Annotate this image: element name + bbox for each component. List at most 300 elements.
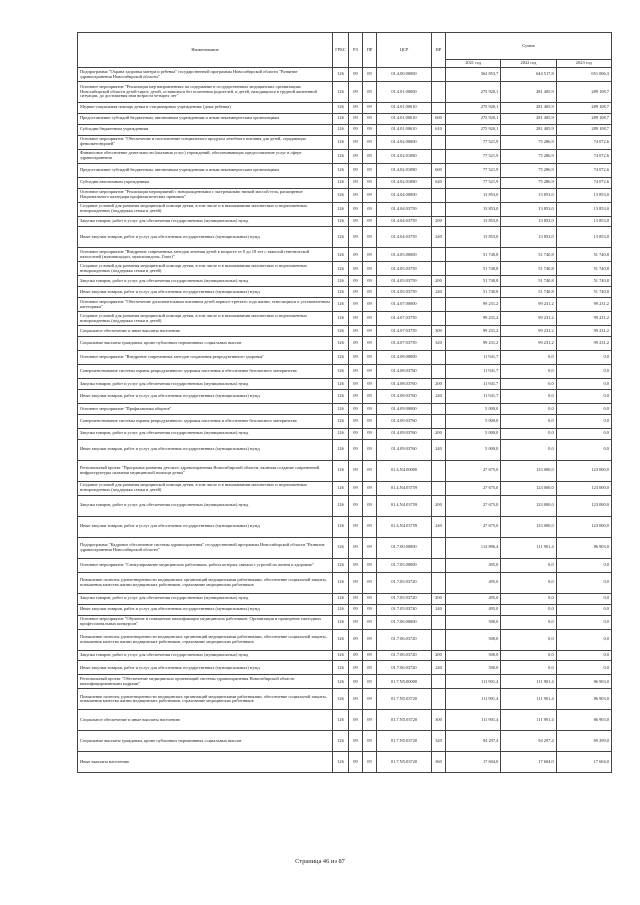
cell-grbs: 126 <box>333 351 349 365</box>
cell-csr: 01.4.N4.00000 <box>377 460 432 481</box>
cell-vr <box>432 460 446 481</box>
cell-sum-2022: 281 405,9 <box>501 124 556 135</box>
table-row <box>78 558 612 572</box>
cell-rz: 09 <box>349 298 363 312</box>
cell-pr: 09 <box>363 558 377 572</box>
cell-sum-2021: 500,0 <box>446 629 501 650</box>
cell-csr: 01.7.05.03720 <box>377 604 432 615</box>
cell-pr: 09 <box>363 460 377 481</box>
cell-sum-2022: 0,0 <box>501 414 556 428</box>
cell-pr: 09 <box>363 629 377 650</box>
cell-name: Иные закупки товаров, работ и услуг для обеспечения государственных (муниципальных) нужд <box>78 227 333 248</box>
cell-pr: 09 <box>363 675 377 689</box>
cell-sum-2021: 5 000,0 <box>446 404 501 415</box>
cell-sum-2022: 99 231,2 <box>501 312 556 326</box>
table-body <box>78 68 612 773</box>
cell-pr: 09 <box>363 216 377 227</box>
cell-vr <box>432 82 446 103</box>
cell-pr: 09 <box>363 276 377 287</box>
cell-vr: 620 <box>432 177 446 188</box>
cell-rz: 09 <box>349 262 363 276</box>
cell-sum-2023: 13 853,0 <box>556 216 611 227</box>
cell-vr: 240 <box>432 661 446 675</box>
table-row <box>78 82 612 103</box>
cell-name: Предоставление субсидий бюджетным, автономным учреждениям и иным некоммерческим организациям <box>78 113 333 124</box>
cell-name: Закупка товаров, работ и услуг для обеспечения государственных (муниципальных) нужд <box>78 650 333 661</box>
cell-sum-2022: 123 000,0 <box>501 516 556 537</box>
cell-sum-2022: 111 901,4 <box>501 675 556 689</box>
cell-csr: 01.7.05.03720 <box>377 572 432 593</box>
cell-sum-2021: 5 000,0 <box>446 428 501 439</box>
cell-pr: 09 <box>363 177 377 188</box>
table-row <box>78 262 612 276</box>
col-header-year-2022: 2022 год <box>501 60 556 68</box>
cell-sum-2022: 0,0 <box>501 428 556 439</box>
cell-csr: 01.4.00.00000 <box>377 68 432 82</box>
cell-pr: 09 <box>363 481 377 495</box>
cell-pr: 09 <box>363 163 377 177</box>
table-row <box>78 298 612 312</box>
cell-name: Иные закупки товаров, работ и услуг для обеспечения государственных (муниципальных) нужд <box>78 287 333 298</box>
cell-pr: 09 <box>363 113 377 124</box>
cell-grbs: 126 <box>333 68 349 82</box>
cell-pr: 09 <box>363 188 377 202</box>
table-row <box>78 752 612 773</box>
cell-csr: 01.4.01.00610 <box>377 124 432 135</box>
cell-pr: 09 <box>363 287 377 298</box>
cell-sum-2023: 99 231,2 <box>556 326 611 337</box>
cell-sum-2023: 0,0 <box>556 404 611 415</box>
cell-pr: 09 <box>363 650 377 661</box>
cell-vr <box>432 351 446 365</box>
cell-csr: 01.4.08.03760 <box>377 390 432 404</box>
cell-rz: 09 <box>349 365 363 379</box>
cell-csr: 01.4.09.03760 <box>377 414 432 428</box>
cell-csr: 01.4.01.00610 <box>377 113 432 124</box>
cell-vr: 320 <box>432 337 446 351</box>
cell-sum-2022: 0,0 <box>501 379 556 390</box>
cell-rz: 09 <box>349 287 363 298</box>
cell-grbs: 126 <box>333 113 349 124</box>
cell-sum-2023: 0,0 <box>556 629 611 650</box>
cell-pr: 09 <box>363 428 377 439</box>
table-row <box>78 661 612 675</box>
cell-pr: 09 <box>363 227 377 248</box>
cell-name: Повышение полноты удовлетворенности медицинских организаций медицинскими работниками, обеспечение социальной защиты, повышения качества жизни медицинских работников, страхование медицинских работников <box>78 689 333 710</box>
cell-grbs: 126 <box>333 404 349 415</box>
cell-rz: 09 <box>349 163 363 177</box>
cell-sum-2023: 123 000,0 <box>556 481 611 495</box>
cell-grbs: 126 <box>333 248 349 262</box>
cell-grbs: 126 <box>333 326 349 337</box>
cell-sum-2023: 51 740,8 <box>556 287 611 298</box>
table-row <box>78 689 612 710</box>
cell-sum-2023: 0,0 <box>556 351 611 365</box>
cell-sum-2021: 13 853,0 <box>446 227 501 248</box>
cell-sum-2023: 123 000,0 <box>556 516 611 537</box>
cell-sum-2022: 0,0 <box>501 439 556 460</box>
cell-rz: 09 <box>349 572 363 593</box>
table-row <box>78 149 612 163</box>
cell-sum-2022: 111 901,4 <box>501 710 556 731</box>
cell-sum-2022: 51 740,8 <box>501 262 556 276</box>
cell-vr: 240 <box>432 604 446 615</box>
cell-grbs: 126 <box>333 650 349 661</box>
cell-csr: 01.4.N4.03759 <box>377 481 432 495</box>
cell-grbs: 126 <box>333 135 349 149</box>
cell-csr: 01.4.05.03759 <box>377 262 432 276</box>
cell-pr: 09 <box>363 135 377 149</box>
cell-grbs: 126 <box>333 414 349 428</box>
cell-sum-2023: 13 853,0 <box>556 227 611 248</box>
cell-sum-2021: 27 675,0 <box>446 460 501 481</box>
cell-grbs: 126 <box>333 188 349 202</box>
cell-sum-2022: 99 231,2 <box>501 298 556 312</box>
cell-name: Иные выплаты населению <box>78 752 333 773</box>
cell-rz: 09 <box>349 428 363 439</box>
table-row <box>78 163 612 177</box>
cell-rz: 09 <box>349 404 363 415</box>
cell-vr: 200 <box>432 428 446 439</box>
cell-name: Социальное обеспечение и иные выплаты населению <box>78 710 333 731</box>
cell-vr <box>432 312 446 326</box>
cell-grbs: 126 <box>333 752 349 773</box>
cell-sum-2023: 99 231,2 <box>556 337 611 351</box>
cell-pr: 09 <box>363 731 377 752</box>
cell-name: Основное мероприятие "Стимулирование медицинских работников, работа которых связана с угрозой их жизни и здоровью" <box>78 558 333 572</box>
table-row <box>78 495 612 516</box>
cell-sum-2022: 13 853,0 <box>501 188 556 202</box>
cell-sum-2023: 0,0 <box>556 593 611 604</box>
cell-pr: 09 <box>363 312 377 326</box>
cell-name: Создание условий для развития медицинской помощи детям, в том числе и в выхаживании маловесных и недоношенных новорожденных (поддержка семьи и детей) <box>78 312 333 326</box>
cell-grbs: 126 <box>333 163 349 177</box>
cell-name: Закупка товаров, работ и услуг для обеспечения государственных (муниципальных) нужд <box>78 593 333 604</box>
cell-csr: 01.4.04.03759 <box>377 227 432 248</box>
cell-pr: 09 <box>363 326 377 337</box>
cell-vr <box>432 615 446 629</box>
cell-sum-2021: 275 920,1 <box>446 82 501 103</box>
cell-sum-2021: 5 000,0 <box>446 414 501 428</box>
cell-sum-2022: 51 740,8 <box>501 276 556 287</box>
cell-name: Создание условий для развития медицинской помощи детям, в том числе и в выхаживании маловесных и недоношенных новорожденных (поддержка семьи и детей) <box>78 262 333 276</box>
cell-rz: 09 <box>349 248 363 262</box>
cell-sum-2022: 99 231,2 <box>501 326 556 337</box>
cell-rz: 09 <box>349 629 363 650</box>
cell-name: Подпрограмма "Кадровое обеспечение системы здравоохранения" государственной программы Новосибирской области "Развитие здравоохранения Новосибирской области" <box>78 537 333 558</box>
cell-sum-2022: 123 000,0 <box>501 495 556 516</box>
table-row <box>78 124 612 135</box>
cell-csr: 01.7.N5.03720 <box>377 710 432 731</box>
cell-vr: 240 <box>432 227 446 248</box>
cell-rz: 09 <box>349 135 363 149</box>
cell-sum-2021: 495,0 <box>446 604 501 615</box>
table-row <box>78 604 612 615</box>
cell-grbs: 126 <box>333 558 349 572</box>
cell-pr: 09 <box>363 82 377 103</box>
table-row <box>78 390 612 404</box>
cell-name: Основное мероприятие "Реализация мероприятий с новорожденными с экстремально низкой массой тела, расширение Национального календаря профилактических прививок" <box>78 188 333 202</box>
budget-table-container <box>77 32 611 773</box>
cell-vr: 600 <box>432 113 446 124</box>
cell-name: Повышение полноты удовлетворенности медицинских организаций медицинскими работниками, обеспечение социальной защиты, повышения качества жизни медицинских работников, страхование медицинских работников <box>78 572 333 593</box>
cell-csr: 01.4.07.03759 <box>377 326 432 337</box>
cell-rz: 09 <box>349 312 363 326</box>
cell-grbs: 126 <box>333 516 349 537</box>
cell-vr: 200 <box>432 593 446 604</box>
cell-vr <box>432 572 446 593</box>
cell-name: Социальные выплаты гражданам, кроме публичных нормативных социальных выплат <box>78 731 333 752</box>
cell-grbs: 126 <box>333 675 349 689</box>
cell-sum-2023: 99 231,2 <box>556 312 611 326</box>
cell-sum-2023: 99 231,2 <box>556 298 611 312</box>
cell-vr: 240 <box>432 390 446 404</box>
cell-name: Иные закупки товаров, работ и услуг для обеспечения государственных (муниципальных) нужд <box>78 439 333 460</box>
cell-sum-2022: 75 286,9 <box>501 149 556 163</box>
cell-vr: 200 <box>432 216 446 227</box>
cell-csr: 01.4.05.00000 <box>377 248 432 262</box>
cell-grbs: 126 <box>333 337 349 351</box>
cell-vr: 200 <box>432 276 446 287</box>
cell-sum-2021: 500,0 <box>446 661 501 675</box>
cell-sum-2023: 74 072,6 <box>556 177 611 188</box>
cell-vr: 240 <box>432 439 446 460</box>
cell-csr: 01.7.N5.00000 <box>377 675 432 689</box>
table-row <box>78 337 612 351</box>
cell-sum-2022: 0,0 <box>501 351 556 365</box>
cell-pr: 09 <box>363 604 377 615</box>
table-row <box>78 650 612 661</box>
table-row <box>78 188 612 202</box>
cell-sum-2022: 111 901,4 <box>501 537 556 558</box>
col-header-year-2023: 2023 год <box>556 60 611 68</box>
cell-grbs: 126 <box>333 439 349 460</box>
cell-sum-2023: 69 299,0 <box>556 731 611 752</box>
cell-grbs: 126 <box>333 149 349 163</box>
cell-pr: 09 <box>363 365 377 379</box>
cell-csr: 01.4.05.03759 <box>377 287 432 298</box>
cell-csr: 01.7.N5.03720 <box>377 689 432 710</box>
cell-vr <box>432 188 446 202</box>
cell-sum-2021: 99 231,2 <box>446 337 501 351</box>
cell-grbs: 126 <box>333 379 349 390</box>
cell-csr: 01.4.N4.03759 <box>377 516 432 537</box>
cell-csr: 01.4.09.03760 <box>377 428 432 439</box>
cell-name: Создание условий для развития медицинской помощи детям, в том числе и в выхаживании маловесных и недоношенных новорожденных (поддержка семьи и детей) <box>78 202 333 216</box>
cell-grbs: 126 <box>333 537 349 558</box>
table-row <box>78 103 612 114</box>
cell-csr: 01.4.02.01080 <box>377 163 432 177</box>
cell-rz: 09 <box>349 124 363 135</box>
cell-grbs: 126 <box>333 276 349 287</box>
table-row <box>78 428 612 439</box>
cell-grbs: 126 <box>333 495 349 516</box>
table-row <box>78 615 612 629</box>
cell-sum-2021: 111 901,4 <box>446 710 501 731</box>
cell-name: Региональный проект "Программа развития детского здравоохранения Новосибирской области, включая создание современной инфраструктуры оказания медицинской помощи детям" <box>78 460 333 481</box>
cell-grbs: 126 <box>333 202 349 216</box>
cell-csr: 01.7.06.00000 <box>377 615 432 629</box>
cell-vr: 240 <box>432 287 446 298</box>
cell-sum-2021: 51 740,8 <box>446 248 501 262</box>
cell-rz: 09 <box>349 113 363 124</box>
cell-sum-2021: 99 231,2 <box>446 326 501 337</box>
cell-name: Иные закупки товаров, работ и услуг для обеспечения государственных (муниципальных) нужд <box>78 604 333 615</box>
cell-sum-2021: 275 920,1 <box>446 124 501 135</box>
cell-sum-2022: 0,0 <box>501 390 556 404</box>
table-row <box>78 414 612 428</box>
cell-pr: 09 <box>363 262 377 276</box>
cell-name: Совершенствование системы охраны репродуктивного здоровья населения и обеспечение безопасного материнства <box>78 414 333 428</box>
cell-sum-2023: 74 072,6 <box>556 163 611 177</box>
cell-sum-2023: 86 903,0 <box>556 710 611 731</box>
cell-name: Медико-социальная помощь детям в стационарных учреждениях (дома ребенка) <box>78 103 333 114</box>
table-row <box>78 731 612 752</box>
cell-rz: 09 <box>349 379 363 390</box>
table-row <box>78 537 612 558</box>
cell-pr: 09 <box>363 516 377 537</box>
cell-name: Основное мероприятие "Обучение и повышение квалификации медицинских работников. Организация и проведение ежегодных профессиональных конкурсов" <box>78 615 333 629</box>
cell-vr: 300 <box>432 710 446 731</box>
cell-sum-2021: 27 675,0 <box>446 516 501 537</box>
cell-grbs: 126 <box>333 216 349 227</box>
cell-pr: 09 <box>363 337 377 351</box>
cell-sum-2022: 123 000,0 <box>501 460 556 481</box>
cell-sum-2022: 0,0 <box>501 558 556 572</box>
cell-sum-2021: 495,0 <box>446 593 501 604</box>
table-row <box>78 516 612 537</box>
table-row <box>78 135 612 149</box>
cell-sum-2023: 17 604,0 <box>556 752 611 773</box>
cell-rz: 09 <box>349 460 363 481</box>
cell-sum-2022: 13 853,0 <box>501 227 556 248</box>
table-row <box>78 379 612 390</box>
col-header-vr: ВР <box>432 33 446 68</box>
cell-sum-2021: 111 901,4 <box>446 675 501 689</box>
cell-sum-2023: 0,0 <box>556 390 611 404</box>
cell-sum-2023: 289 108,7 <box>556 103 611 114</box>
cell-csr: 01.4.02.01080 <box>377 177 432 188</box>
cell-name: Основное мероприятие "Реализация мер направленных на содержание в государственных медицинских организациях Новосибирской области детей-сирот, детей, оставшихся без попечения родителей, и детей, находящихся в трудной жизненной ситуации, до достижения ими возраста четырех лет" <box>78 82 333 103</box>
cell-csr: 01.4.01.00000 <box>377 82 432 103</box>
cell-name: Социальные выплаты гражданам, кроме публичных нормативных социальных выплат <box>78 337 333 351</box>
cell-sum-2022: 13 853,0 <box>501 216 556 227</box>
table-row <box>78 113 612 124</box>
cell-pr: 09 <box>363 661 377 675</box>
cell-sum-2022: 123 000,0 <box>501 481 556 495</box>
cell-vr <box>432 689 446 710</box>
cell-rz: 09 <box>349 615 363 629</box>
cell-grbs: 126 <box>333 298 349 312</box>
cell-grbs: 126 <box>333 731 349 752</box>
table-row <box>78 629 612 650</box>
cell-csr: 01.4.01.00610 <box>377 103 432 114</box>
table-row <box>78 439 612 460</box>
cell-vr <box>432 404 446 415</box>
cell-name: Закупка товаров, работ и услуг для обеспечения государственных (муниципальных) нужд <box>78 216 333 227</box>
cell-sum-2022: 0,0 <box>501 365 556 379</box>
col-header-sums: Сумма <box>446 33 612 60</box>
cell-grbs: 126 <box>333 390 349 404</box>
cell-sum-2023: 86 903,0 <box>556 689 611 710</box>
cell-sum-2023: 0,0 <box>556 572 611 593</box>
cell-csr: 01.4.04.03759 <box>377 216 432 227</box>
cell-grbs: 126 <box>333 262 349 276</box>
cell-sum-2023: 0,0 <box>556 558 611 572</box>
cell-csr: 01.7.N5.03720 <box>377 752 432 773</box>
cell-sum-2021: 99 231,2 <box>446 312 501 326</box>
cell-rz: 09 <box>349 216 363 227</box>
cell-name: Иные закупки товаров, работ и услуг для обеспечения государственных (муниципальных) нужд <box>78 661 333 675</box>
cell-pr: 09 <box>363 495 377 516</box>
table-row <box>78 227 612 248</box>
cell-vr <box>432 558 446 572</box>
table-row <box>78 68 612 82</box>
cell-sum-2023: 74 072,6 <box>556 135 611 149</box>
table-row <box>78 202 612 216</box>
cell-name: Подпрограмма "Охрана здоровья матери и ребенка" государственной программы Новосибирской области "Развитие здравоохранения Новосибирской области" <box>78 68 333 82</box>
cell-sum-2023: 51 740,8 <box>556 262 611 276</box>
cell-sum-2021: 500,0 <box>446 650 501 661</box>
cell-pr: 09 <box>363 439 377 460</box>
cell-grbs: 126 <box>333 481 349 495</box>
cell-grbs: 126 <box>333 428 349 439</box>
cell-sum-2023: 13 853,0 <box>556 202 611 216</box>
cell-vr: 600 <box>432 163 446 177</box>
cell-sum-2022: 51 740,8 <box>501 287 556 298</box>
cell-vr: 320 <box>432 731 446 752</box>
cell-sum-2023: 0,0 <box>556 661 611 675</box>
cell-grbs: 126 <box>333 615 349 629</box>
cell-csr: 01.7.N5.03720 <box>377 731 432 752</box>
cell-sum-2021: 77 521,9 <box>446 177 501 188</box>
cell-rz: 09 <box>349 227 363 248</box>
cell-rz: 09 <box>349 689 363 710</box>
col-header-grbs: ГРБС <box>333 33 349 68</box>
cell-rz: 09 <box>349 188 363 202</box>
cell-grbs: 126 <box>333 689 349 710</box>
cell-vr: 360 <box>432 752 446 773</box>
cell-name: Закупка товаров, работ и услуг для обеспечения государственных (муниципальных) нужд <box>78 379 333 390</box>
cell-sum-2021: 77 521,9 <box>446 135 501 149</box>
table-row <box>78 675 612 689</box>
cell-csr: 01.4.02.00000 <box>377 135 432 149</box>
col-header-csr: ЦСР <box>377 33 432 68</box>
cell-vr: 200 <box>432 650 446 661</box>
cell-name: Основное мероприятие "Профилактика абортов" <box>78 404 333 415</box>
cell-vr <box>432 537 446 558</box>
cell-rz: 09 <box>349 82 363 103</box>
cell-sum-2023: 0,0 <box>556 439 611 460</box>
cell-csr: 01.4.07.03759 <box>377 312 432 326</box>
cell-pr: 09 <box>363 537 377 558</box>
cell-rz: 09 <box>349 731 363 752</box>
cell-name: Основное мероприятие "Внедрение современных методов сохранения репродуктивного здоровья" <box>78 351 333 365</box>
cell-sum-2021: 11 941,7 <box>446 365 501 379</box>
cell-pr: 09 <box>363 68 377 82</box>
cell-vr <box>432 68 446 82</box>
cell-rz: 09 <box>349 661 363 675</box>
table-row <box>78 216 612 227</box>
cell-sum-2021: 94 297,4 <box>446 731 501 752</box>
cell-rz: 09 <box>349 337 363 351</box>
cell-grbs: 126 <box>333 572 349 593</box>
cell-sum-2022: 644 517,8 <box>501 68 556 82</box>
cell-rz: 09 <box>349 650 363 661</box>
cell-rz: 09 <box>349 351 363 365</box>
cell-pr: 09 <box>363 103 377 114</box>
cell-rz: 09 <box>349 710 363 731</box>
